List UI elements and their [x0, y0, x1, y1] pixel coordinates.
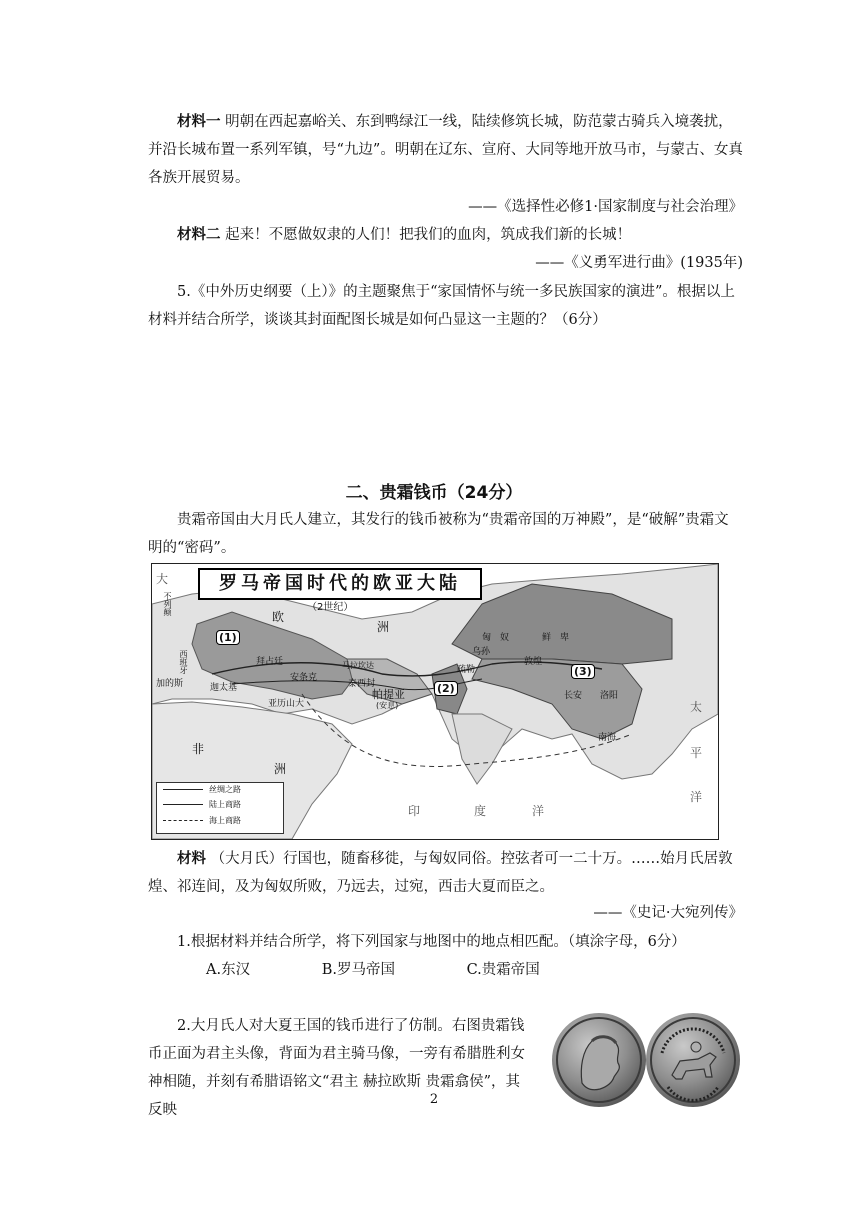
label-xiongnu: 匈 奴	[482, 633, 510, 643]
material3-paragraph	[148, 845, 743, 901]
material1-source: ——《选择性必修1·国家制度与社会治理》	[468, 199, 743, 215]
label-europe: 欧	[272, 610, 285, 624]
option-c[interactable]: C.贵霜帝国	[466, 962, 540, 978]
option-a[interactable]: A.东汉	[206, 962, 251, 978]
label-changan: 长安	[564, 691, 583, 701]
eurasia-map	[151, 563, 719, 840]
map-marker-1: (1)	[216, 630, 240, 645]
material1-text: 明朝在西起嘉峪关、东到鸭绿江一线，陆续修筑长城，防范蒙古骑兵入境袭扰，并沿长城布置一系列军镇，号“九边”。明朝在辽东、宣府、大同等地开放马市，与蒙古、女真各族开展贸易。	[148, 114, 743, 186]
label-xianbei: 鲜 卑	[542, 633, 570, 643]
material3-text: （大月氏）行国也，随畜移徙，与匈奴同俗。控弦者可一二十万。……始月氏居敦煌、祁连间，及为匈奴所败，乃远去，过宛，西击大夏而臣之。	[148, 851, 733, 895]
question5: 5.《中外历史纲要（上）》的主题聚焦于“家国情怀与统一多民族国家的演进”。根据以上材料并结合所学，谈谈其封面配图长城是如何凸显这一主题的？（6分）	[148, 284, 735, 328]
label-indian-ocean1: 印	[408, 804, 421, 818]
question2-text: 2.大月氏人对大夏王国的钱币进行了仿制。右图贵霜钱币正面为君主头像，背面为君主骑马像，一旁有希腊胜利女神相随，并刻有希腊语铭文“君主 赫拉欧斯 贵霜翕侯”，其反映	[148, 1018, 525, 1118]
label-pacific1: 太	[690, 700, 703, 714]
material2-text: 起来！不愿做奴隶的人们！把我们的血肉，筑成我们新的长城！	[225, 227, 632, 243]
page-number: 2	[429, 1092, 439, 1107]
map-title: 罗马帝国时代的欧亚大陆	[219, 573, 461, 594]
label-wusun: 乌孙	[472, 647, 491, 657]
question1-options	[148, 956, 743, 984]
legend-silk-road: 丝绸之路	[209, 785, 241, 794]
section2-title: 二、贵霜钱币（24分）	[345, 483, 523, 503]
label-africa2: 洲	[274, 762, 287, 776]
question1-text: 1.根据材料并结合所学，将下列国家与地图中的地点相匹配。（填涂字母，6分）	[177, 934, 686, 950]
label-spain: 西班牙	[179, 650, 188, 674]
material1-paragraph	[148, 108, 743, 192]
map-marker-2: (2)	[434, 681, 458, 696]
map-marker-3: (3)	[571, 664, 595, 679]
label-antioch: 安条克	[290, 673, 318, 683]
label-asia: 洲	[377, 620, 390, 634]
label-gades: 加的斯	[156, 679, 184, 689]
label-parthia-sub: (安息)	[376, 701, 399, 710]
material2-source: ——《义勇军进行曲》(1935年)	[535, 255, 743, 271]
label-pacific2: 平	[690, 746, 703, 760]
material2-label: 材料二	[177, 226, 221, 243]
label-alexandria: 亚历山大	[268, 699, 305, 709]
label-parthia: 帕提亚	[372, 688, 405, 701]
label-indian-ocean3: 洋	[532, 804, 545, 818]
label-africa1: 非	[192, 742, 205, 756]
label-marakanda: 马拉坎达	[342, 661, 374, 670]
label-carthage: 迦太基	[210, 683, 238, 693]
label-pacific3: 洋	[690, 790, 703, 804]
label-dunhuang: 敦煌	[524, 657, 543, 667]
label-ctesiphon: 泰西封	[348, 679, 376, 689]
section2-intro: 贵霜帝国由大月氏人建立，其发行的钱币被称为“贵霜帝国的万神殿”，是“破解”贵霜文明的“密码”。	[148, 512, 729, 556]
material3-label: 材料	[177, 850, 206, 867]
label-indian-ocean2: 度	[474, 804, 487, 818]
label-byzantium: 拜占廷	[256, 657, 284, 667]
material3-source: ——《史记·大宛列传》	[593, 905, 743, 921]
label-shule: 疏勒	[457, 665, 476, 675]
option-b[interactable]: B.罗马帝国	[321, 962, 395, 978]
label-britain: 不列颠	[163, 592, 172, 616]
map-legend	[156, 782, 284, 834]
label-luoyang: 洛阳	[600, 691, 619, 701]
legend-land-route: 陆上商路	[209, 800, 241, 809]
material2-paragraph	[148, 221, 743, 249]
label-atlantic: 大	[156, 572, 169, 586]
label-nanhai: 南海	[598, 733, 617, 743]
legend-sea-route: 海上商路	[209, 816, 241, 825]
material1-label: 材料一	[177, 113, 221, 130]
map-subtitle: （2世纪）	[307, 602, 354, 613]
